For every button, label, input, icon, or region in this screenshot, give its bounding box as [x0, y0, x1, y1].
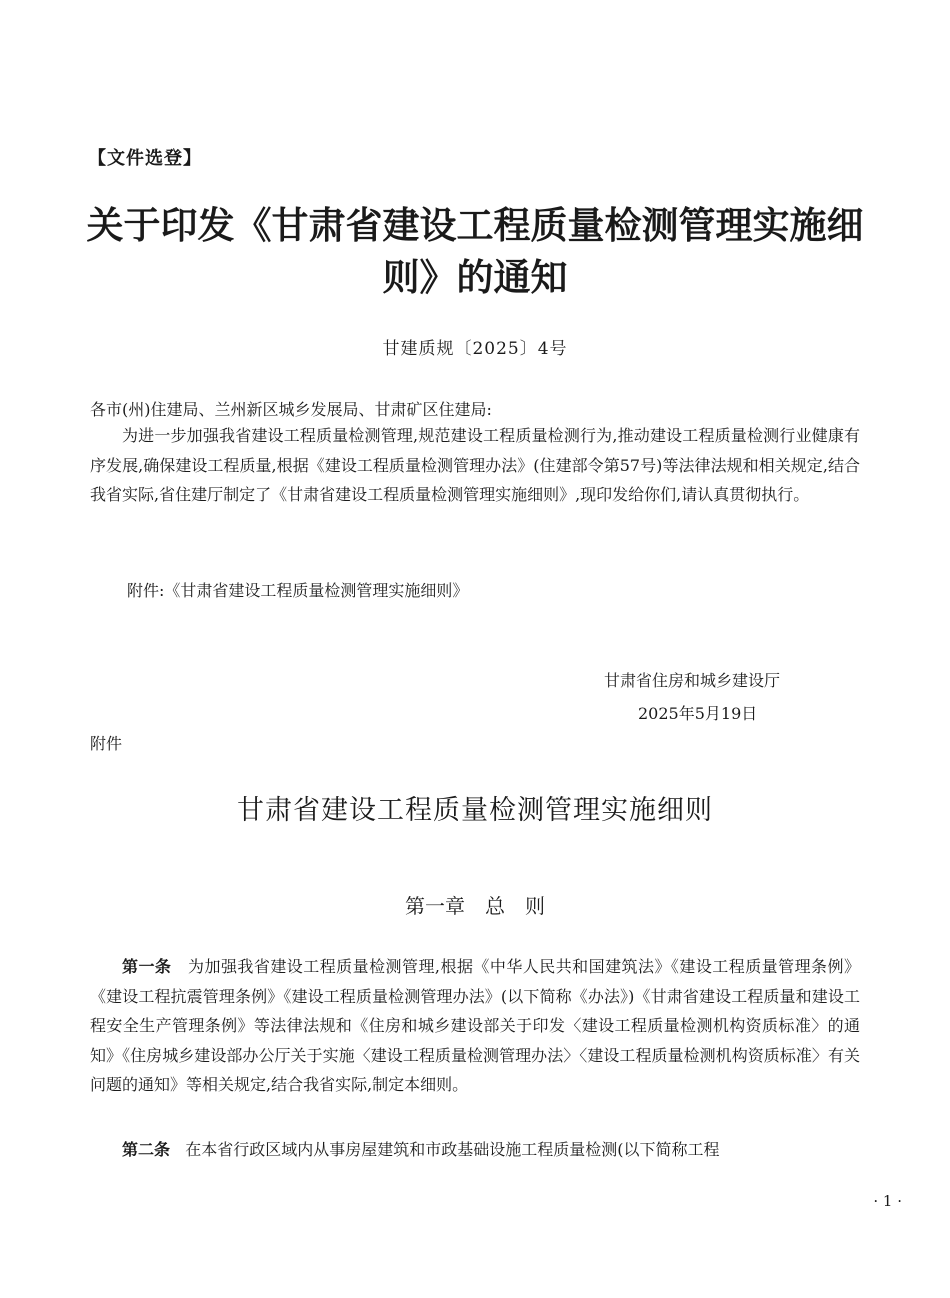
article-text: 在本省行政区域内从事房屋建筑和市政基础设施工程质量检测(以下简称工程 — [185, 1140, 720, 1159]
section-tag: 【文件选登】 — [88, 148, 202, 169]
annex-title: 甘肃省建设工程质量检测管理实施细则 — [237, 795, 713, 826]
issue-date: 2025年5月19日 — [638, 704, 758, 723]
issuer-signature: 甘肃省住房和城乡建设厅 — [604, 671, 781, 690]
article-label: 第二条 — [122, 1140, 171, 1159]
chapter-title: 第一章 总 则 — [405, 894, 545, 918]
page-number: · 1 · — [873, 1192, 902, 1210]
document-number: 甘建质规〔2025〕4号 — [382, 339, 568, 359]
article-2 — [90, 1135, 860, 1165]
notice-body: 为进一步加强我省建设工程质量检测管理,规范建设工程质量检测行为,推动建设工程质量检测行业健康有序发展,确保建设工程质量,根据《建设工程质量检测管理办法》(住建部令第57号)等法律法规和相关规定,结合我省实际,省住建厅制定了《甘肃省建设工程质量检测管理实施细则》,现印发给你们,请认真贯彻执行。 — [90, 426, 860, 504]
recipients: 各市(州)住建局、兰州新区城乡发展局、甘肃矿区住建局: — [90, 400, 492, 419]
article-text: 为加强我省建设工程质量检测管理,根据《中华人民共和国建筑法》《建设工程质量管理条例》《建设工程抗震管理条例》《建设工程质量检测管理办法》(以下简称《办法》)《甘肃省建设工程质量和建设工程安全生产管理条例》等法律法规和《住房和城乡建设部关于印发〈建设工程质量检测机构资质标准〉的通知》《住房城乡建设部办公厅关于实施〈建设工程质量检测管理办法〉〈建设工程质量检测机构资质标准〉有关问题的通知》等相关规定,结合我省实际,制定本细则。 — [90, 957, 860, 1094]
article-label: 第一条 — [122, 957, 172, 976]
attachment-reference: 附件:《甘肃省建设工程质量检测管理实施细则》 — [127, 581, 469, 600]
annex-label: 附件 — [90, 734, 123, 753]
document-title: 关于印发《甘肃省建设工程质量检测管理实施细则》的通知 — [86, 204, 864, 299]
article-1 — [90, 952, 860, 1100]
